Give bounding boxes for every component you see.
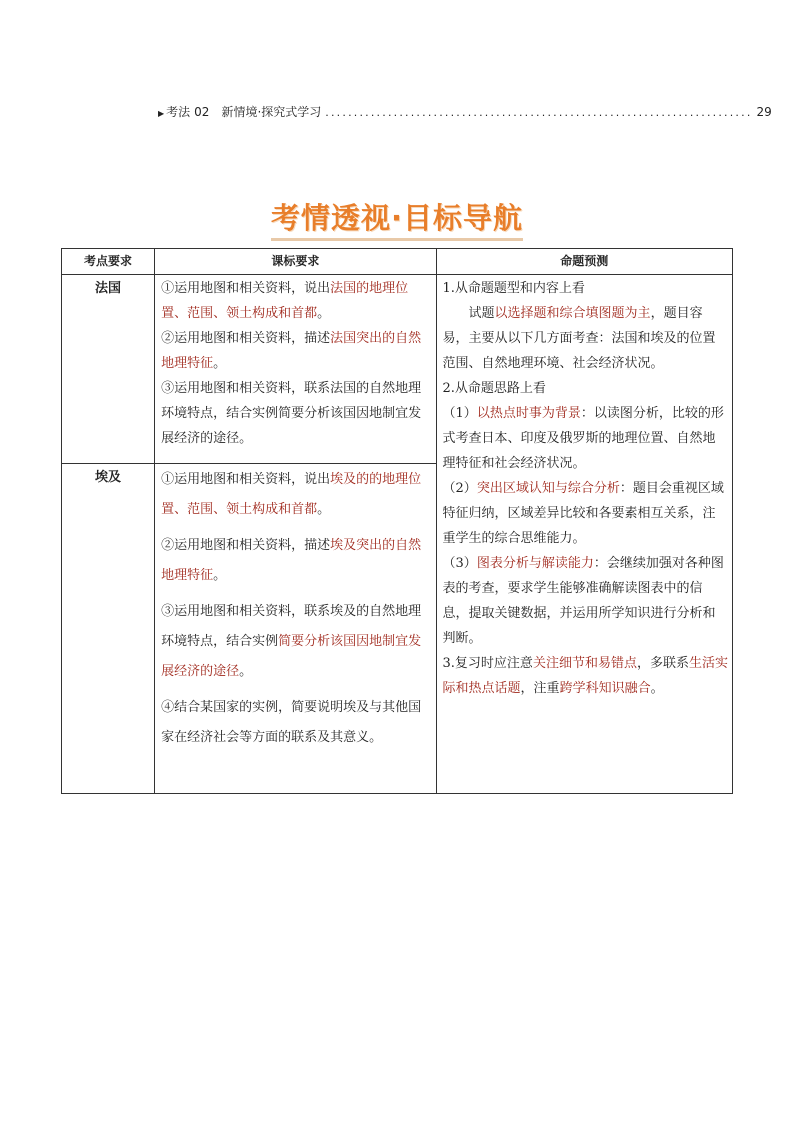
toc-number: 02 (194, 105, 210, 119)
standard-item: ③运用地图和相关资料，联系埃及的自然地理环境特点，结合实例简要分析该国因地制宜发展经济的途径。 (161, 604, 422, 679)
header-prediction: 命题预测 (436, 249, 732, 275)
requirements-table (61, 248, 733, 794)
standard-item: ④结合某国家的实例，简要说明埃及与其他国家在经济社会等方面的联系及其意义。 (161, 700, 422, 745)
prediction-cell (436, 275, 732, 794)
standard-item: ①运用地图和相关资料，说出法国的地理位置、范围、领土构成和首都。 (161, 281, 409, 321)
standard-item: ①运用地图和相关资料，说出埃及的的地理位置、范围、领土构成和首都。 (161, 472, 422, 517)
toc-page-number: 29 (756, 105, 772, 119)
prediction-paragraph-3: 3.复习时应注意关注细节和易错点，多联系生活实际和热点话题，注重跨学科知识融合。 (442, 656, 728, 696)
toc-entry[interactable] (158, 104, 772, 122)
standards-france (155, 275, 436, 464)
point-egypt: 埃及 (62, 464, 155, 794)
standards-egypt (155, 464, 436, 794)
section-title: 考情透视·目标导航 (271, 196, 523, 241)
toc-label: 考法 (166, 105, 191, 119)
prediction-heading-2: 2.从命题思路上看 (442, 381, 546, 396)
prediction-paragraph-1: 试题以选择题和综合填图题为主，题目容易，主要从以下几方面考查：法国和埃及的位置范围、自然地理环境、社会经济状况。 (442, 306, 716, 371)
table-header-row (62, 249, 733, 275)
triangle-marker-icon: ▶ (158, 109, 165, 118)
prediction-heading-1: 1.从命题题型和内容上看 (442, 281, 585, 296)
standard-item: ②运用地图和相关资料，描述法国突出的自然地理特征。 (161, 331, 422, 371)
table-row (62, 275, 733, 464)
toc-leader-dots: ........................................................................... (325, 106, 753, 119)
prediction-point-2: （2）突出区域认知与综合分析：题目会重视区域特征归纳，区域差异比较和各要素相互关系，注重学生的综合思维能力。 (442, 481, 724, 546)
header-point: 考点要求 (62, 249, 155, 275)
point-france: 法国 (62, 275, 155, 464)
standard-item: ③运用地图和相关资料，联系法国的自然地理环境特点，结合实例简要分析该国因地制宜发展经济的途径。 (161, 381, 422, 446)
prediction-point-1: （1）以热点时事为背景：以读图分析，比较的形式考查日本、印度及俄罗斯的地理位置、自然地理特征和社会经济状况。 (442, 406, 724, 471)
standard-item: ②运用地图和相关资料，描述埃及突出的自然地理特征。 (161, 538, 422, 583)
section-heading (0, 196, 794, 241)
toc-title: 新情境·探究式学习 (221, 105, 322, 119)
prediction-point-3: （3）图表分析与解读能力：会继续加强对各种图表的考查，要求学生能够准确解读图表中的信息，提取关键数据，并运用所学知识进行分析和判断。 (442, 556, 724, 646)
header-standard: 课标要求 (155, 249, 436, 275)
